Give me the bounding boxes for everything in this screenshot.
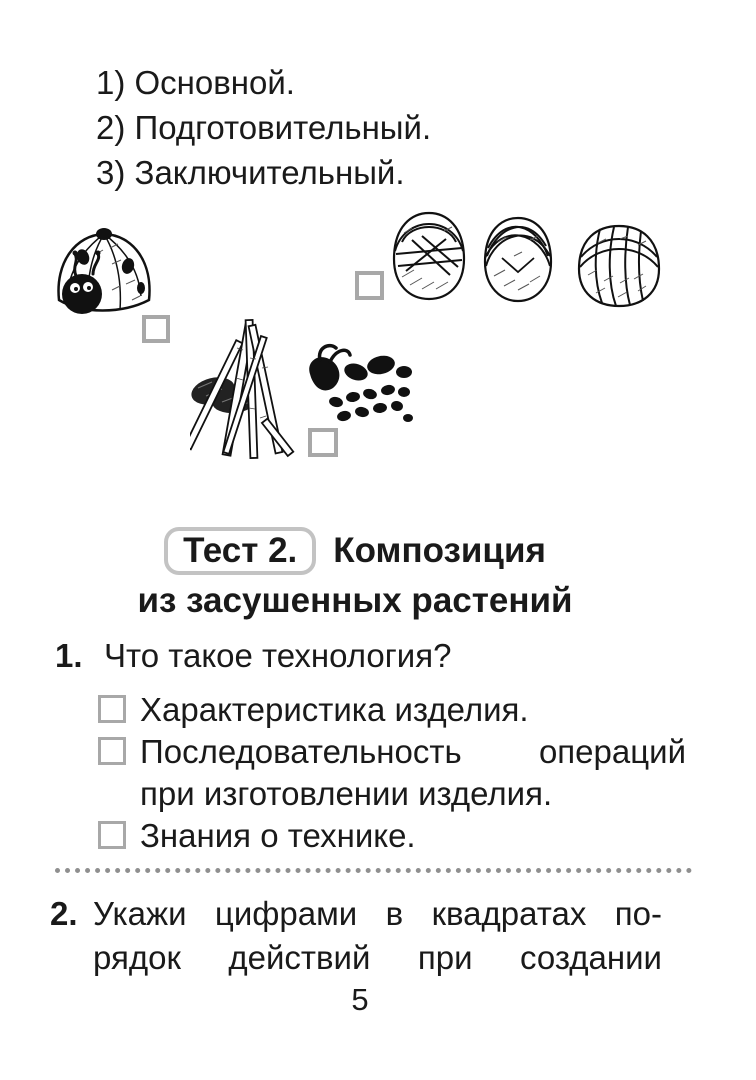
straw-sticks-and-leaves-illustration — [190, 318, 308, 463]
list-marker: 2) — [96, 109, 126, 146]
page-number: 5 — [351, 982, 369, 1017]
option-label: Знания о технике. — [140, 817, 416, 854]
list-marker: 1) — [96, 64, 126, 101]
weaving-stage-finished-illustration — [574, 219, 664, 311]
question-1-number: 1. — [55, 637, 83, 674]
option-row — [98, 689, 686, 731]
test-title-line1: Композиция — [333, 531, 546, 570]
test-title-line2: из засушенных растений — [137, 581, 573, 620]
option-checkbox[interactable] — [98, 821, 126, 849]
option-checkbox[interactable] — [98, 695, 126, 723]
option-checkbox[interactable] — [98, 737, 126, 765]
question-1-text: Что такое технология? — [104, 637, 452, 674]
option-row — [98, 731, 686, 815]
list-text: Основной. — [134, 64, 295, 101]
question-1-options — [98, 689, 686, 857]
weaving-stage-middle-illustration — [480, 212, 556, 306]
dotted-divider — [55, 868, 692, 873]
list-item — [96, 60, 431, 105]
answer-box-1[interactable] — [142, 315, 170, 343]
beetle-head-and-seeds-illustration — [296, 340, 414, 428]
question-2 — [50, 892, 662, 980]
question-1 — [55, 636, 695, 676]
question-2-text: Укажи цифрами в квадратах по- рядок действий при создании — [93, 895, 662, 976]
answer-box-3[interactable] — [308, 428, 338, 457]
option-label: Характеристика изделия. — [140, 691, 529, 728]
list-item — [96, 105, 431, 150]
option-label: Последовательность операций при изготовлении изделия. — [140, 733, 686, 812]
test-header — [25, 527, 685, 621]
woven-ladybug-illustration — [52, 224, 157, 326]
list-item — [96, 150, 431, 195]
option-row — [98, 815, 686, 857]
list-text: Подготовительный. — [134, 109, 432, 146]
answer-box-2[interactable] — [355, 271, 384, 300]
list-text: Заключительный. — [134, 154, 405, 191]
weaving-stage-start-illustration — [388, 207, 470, 305]
question-2-number: 2. — [50, 895, 78, 932]
intro-list — [96, 60, 431, 195]
list-marker: 3) — [96, 154, 126, 191]
test-badge: Тест 2. — [164, 527, 316, 575]
